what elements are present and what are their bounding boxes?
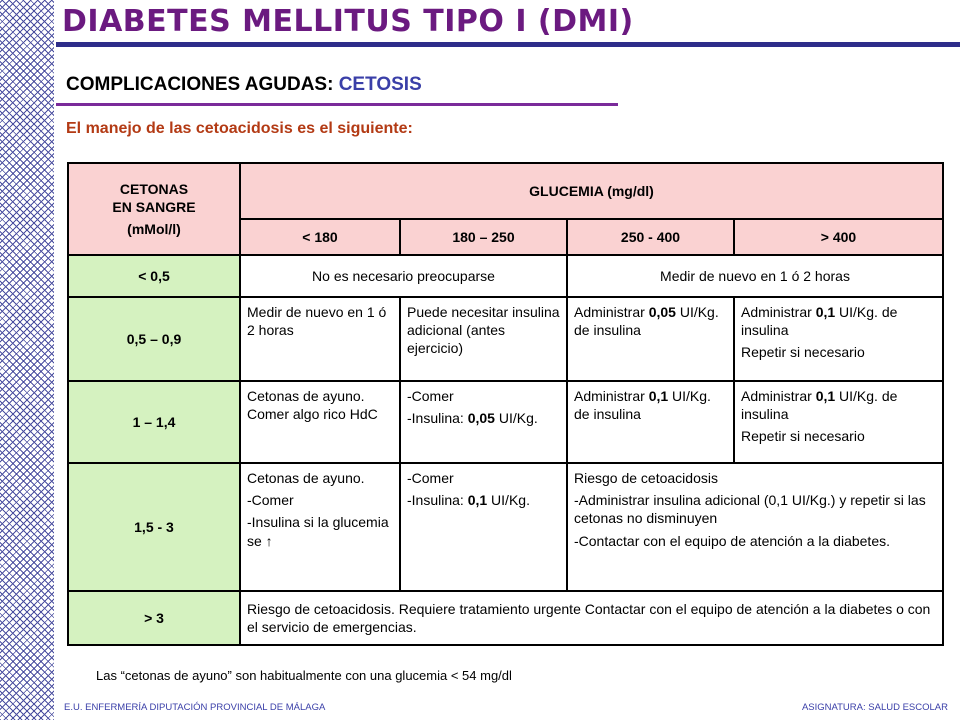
- cell-paragraph: Cetonas de ayuno.: [247, 470, 365, 486]
- slide-title: DIABETES MELLITUS TIPO I (DMI): [62, 4, 634, 39]
- cell-dose: 0,1: [648, 388, 669, 404]
- cell-paragraph: -Comer: [247, 492, 294, 509]
- table-row: [68, 463, 943, 591]
- slide-subtitle: [66, 74, 422, 96]
- table-row: [68, 381, 943, 463]
- ketones-header-cell: [68, 163, 240, 255]
- cell-paragraph: -Contactar con el equipo de atención a la diabetes.: [574, 532, 890, 549]
- cell-dose: 0,1: [815, 388, 836, 404]
- subtitle-accent: CETOSIS: [338, 74, 422, 95]
- table-cell: [400, 463, 567, 591]
- glucose-header: GLUCEMIA (mg/dl): [240, 163, 943, 219]
- table-cell: [734, 381, 943, 463]
- cell-paragraph: [407, 409, 560, 427]
- footer-course: ASIGNATURA: SALUD ESCOLAR: [801, 702, 948, 713]
- cell-text: -Insulina:: [407, 410, 468, 427]
- ketone-level-cell: 1 – 1,4: [68, 381, 240, 463]
- cell-dose: 0,05: [467, 410, 495, 427]
- table-cell: Cetonas de ayuno. Comer algo rico HdC: [240, 381, 400, 463]
- table-cell: Medir de nuevo en 1 ó 2 horas: [240, 297, 400, 381]
- cell-text: UI/Kg. de insulina: [574, 304, 719, 339]
- cell-text: UI/Kg. de insulina: [741, 304, 898, 339]
- cell-paragraph: -Comer: [407, 388, 454, 404]
- cell-dose: 0,05: [648, 304, 676, 320]
- ketone-level-cell: > 3: [68, 591, 240, 645]
- table-cell: [567, 381, 734, 463]
- ketone-level-cell: 0,5 – 0,9: [68, 297, 240, 381]
- cell-paragraph: Riesgo de cetoacidosis: [574, 470, 718, 486]
- cell-text: Administrar: [574, 388, 649, 404]
- table-cell: Medir de nuevo en 1 ó 2 horas: [567, 255, 943, 297]
- table-cell: Riesgo de cetoacidosis. Requiere tratamiento urgente Contactar con el equipo de atención a la diabetes o con el servicio de emergencias.: [240, 591, 943, 645]
- glucose-range-header: 250 - 400: [567, 219, 734, 255]
- cell-dose: 0,1: [467, 492, 488, 509]
- cell-text: Administrar: [741, 388, 816, 404]
- footer-institution: E.U. ENFERMERÍA DIPUTACIÓN PROVINCIAL DE MÁLAGA: [64, 702, 326, 713]
- cell-text: Administrar: [741, 304, 816, 320]
- cell-text: -Insulina:: [407, 492, 468, 509]
- table-cell: [734, 297, 943, 381]
- cell-paragraph: [741, 387, 936, 423]
- cell-text: UI/Kg. de insulina: [741, 388, 898, 423]
- ketone-management-table: [67, 162, 944, 646]
- title-rule: [56, 42, 960, 47]
- intro-text: El manejo de las cetoacidosis es el siguiente:: [66, 120, 413, 137]
- subtitle-rule: [56, 103, 618, 106]
- cell-text: Administrar: [574, 304, 649, 320]
- cell-paragraph: Repetir si necesario: [741, 344, 865, 361]
- cell-dose: 0,1: [815, 304, 836, 320]
- cell-text: UI/Kg.: [487, 492, 530, 509]
- glucose-range-header: > 400: [734, 219, 943, 255]
- cell-paragraph: [407, 491, 560, 509]
- ketone-level-cell: < 0,5: [68, 255, 240, 297]
- table-cell: [567, 463, 943, 591]
- cell-paragraph: -Comer: [407, 470, 454, 486]
- table-cell: [567, 297, 734, 381]
- table-cell: Puede necesitar insulina adicional (antes ejercicio): [400, 297, 567, 381]
- ketones-header-line: EN SANGRE: [112, 198, 196, 215]
- cell-paragraph: [741, 303, 936, 339]
- ketones-header-line: CETONAS: [119, 180, 189, 197]
- ketone-level-cell: 1,5 - 3: [68, 463, 240, 591]
- table-row: [68, 297, 943, 381]
- cell-paragraph: -Administrar insulina adicional (0,1 UI/Kg.) y repetir si las cetonas no disminuyen: [574, 492, 926, 527]
- ketones-header-line: (mMol/l): [127, 221, 181, 238]
- table-cell: No es necesario preocuparse: [240, 255, 567, 297]
- cell-paragraph: Repetir si necesario: [741, 428, 865, 445]
- cell-text: UI/Kg.: [494, 410, 538, 427]
- glucose-range-header: 180 – 250: [400, 219, 567, 255]
- side-pattern: [0, 0, 54, 720]
- footnote: Las “cetonas de ayuno” son habitualmente con una glucemia < 54 mg/dl: [96, 668, 512, 683]
- glucose-range-header: < 180: [240, 219, 400, 255]
- cell-text: UI/Kg. de insulina: [574, 388, 711, 423]
- subtitle-prefix: COMPLICACIONES AGUDAS:: [66, 74, 334, 95]
- table-row: [68, 591, 943, 645]
- table-cell: [400, 381, 567, 463]
- table-row: [68, 255, 943, 297]
- cell-paragraph: -Insulina si la glucemia se ↑: [247, 514, 389, 549]
- table-cell: [240, 463, 400, 591]
